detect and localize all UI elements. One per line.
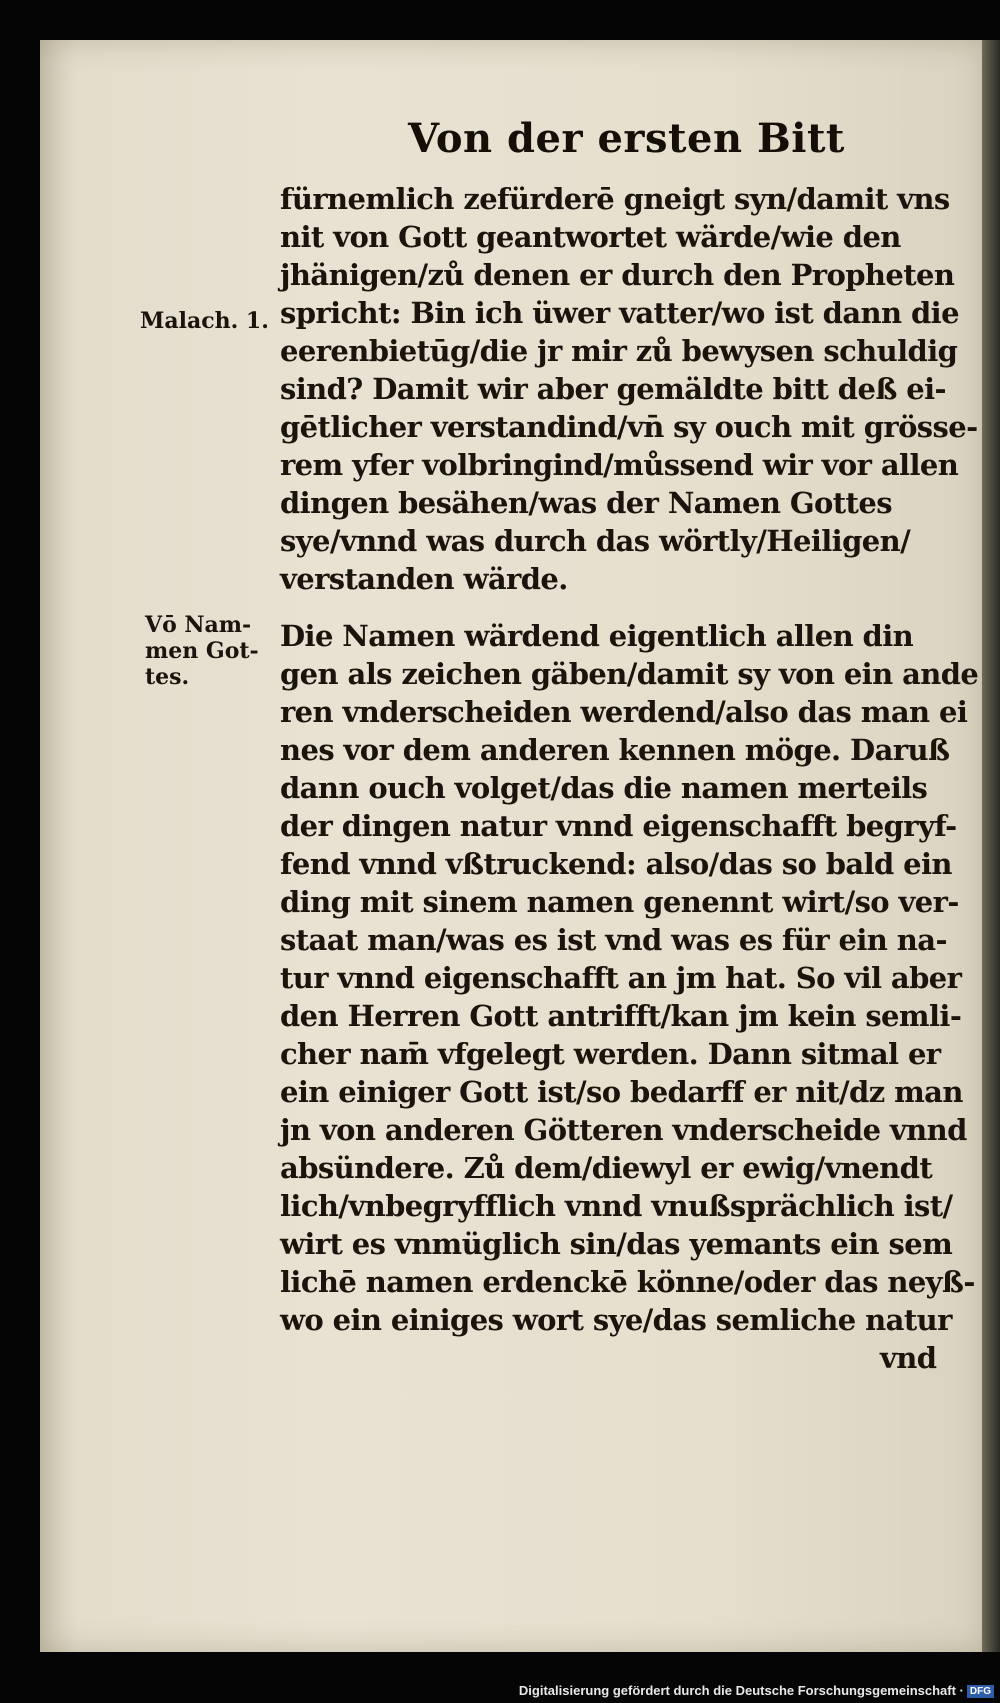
text-line: fend vnnd vßtruckend: also/das so bald ein bbox=[280, 847, 952, 881]
page-edge bbox=[982, 40, 1000, 1652]
margin-note-line: Malach. 1. bbox=[140, 308, 269, 334]
text-line: lich/vnbegryfflich vnnd vnußsprächlich ist/ bbox=[280, 1189, 953, 1223]
text-line: ren vnderscheiden werdend/also das man ei bbox=[280, 695, 968, 729]
text-line: lichē namen erdenckē könne/oder das neyß- bbox=[280, 1265, 975, 1299]
text-line: sye/vnnd was durch das wörtly/Heiligen/ bbox=[280, 524, 911, 558]
margin-note-malachi bbox=[140, 308, 269, 334]
text-line: jhänigen/zů denen er durch den Propheten bbox=[280, 258, 955, 292]
text-line: staat man/was es ist vnd was es für ein na- bbox=[280, 923, 947, 957]
catchword: vnd bbox=[880, 1341, 937, 1375]
text-line: Die Namen wärdend eigentlich allen din bbox=[280, 619, 914, 653]
text-line: cher nam̄ vfgelegt werden. Dann sitmal er bbox=[280, 1037, 941, 1071]
text-line: verstanden wärde. bbox=[280, 562, 568, 596]
text-line: absündere. Zů dem/diewyl er ewig/vnendt bbox=[280, 1151, 933, 1185]
text-line: nit von Gott geantwortet wärde/wie den bbox=[280, 220, 901, 254]
text-line: dann ouch volget/das die namen merteils bbox=[280, 771, 928, 805]
text-line: ding mit sinem namen genennt wirt/so ver- bbox=[280, 885, 959, 919]
text-line: fürnemlich zefürderē gneigt syn/damit vns bbox=[280, 182, 950, 216]
text-line: nes vor dem anderen kennen möge. Daruß bbox=[280, 733, 950, 767]
text-line: jn von anderen Götteren vnderscheide vnnd bbox=[280, 1113, 967, 1147]
text-line: rem yfer volbringind/můssend wir vor allen bbox=[280, 448, 959, 482]
text-line: gen als zeichen gäben/damit sy von ein ande bbox=[280, 657, 979, 691]
text-line: eerenbietūg/die jr mir zů bewysen schuldig bbox=[280, 334, 958, 368]
margin-note-line: tes. bbox=[145, 664, 190, 690]
text-line: der dingen natur vnnd eigenschafft begryf- bbox=[280, 809, 957, 843]
margin-note-line: men Got- bbox=[145, 638, 259, 664]
credit-text: Digitalisierung gefördert durch die Deutsche Forschungsgemeinschaft · bbox=[518, 1683, 964, 1698]
margin-note-line: Vō Nam- bbox=[145, 612, 252, 638]
dfg-logo: DFG bbox=[967, 1685, 994, 1698]
digitization-credit bbox=[519, 1683, 994, 1698]
text-line: sind? Damit wir aber gemäldte bitt deß ei- bbox=[280, 372, 946, 406]
running-header: Von der ersten Bitt bbox=[408, 115, 845, 162]
text-line: dingen besähen/was der Namen Gottes bbox=[280, 486, 892, 520]
text-line: wo ein einiges wort sye/das semliche natur bbox=[280, 1303, 952, 1337]
text-line: tur vnnd eigenschafft an jm hat. So vil aber bbox=[280, 961, 962, 995]
margin-note-names-of-god bbox=[145, 612, 259, 690]
text-line: den Herren Gott antrifft/kan jm kein semli- bbox=[280, 999, 962, 1033]
text-line: ein einiger Gott ist/so bedarff er nit/dz man bbox=[280, 1075, 963, 1109]
text-line: gētlicher verstandind/vn̄ sy ouch mit grösse- bbox=[280, 410, 978, 444]
text-line: spricht: Bin ich üwer vatter/wo ist dann die bbox=[280, 296, 959, 330]
text-line: wirt es vnmüglich sin/das yemants ein sem bbox=[280, 1227, 953, 1261]
